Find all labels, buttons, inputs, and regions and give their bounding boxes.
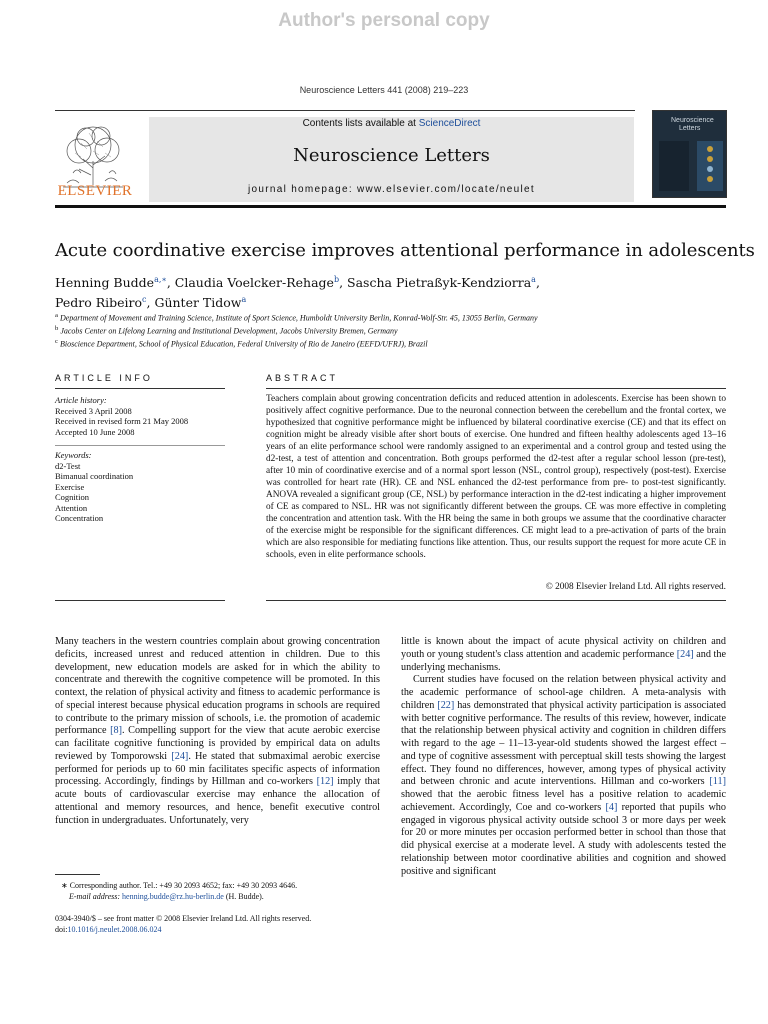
journal-cover-image xyxy=(652,110,727,198)
keyword: Exercise xyxy=(55,481,85,492)
contents-line xyxy=(149,118,634,129)
article-info-heading: ARTICLE INFO xyxy=(55,373,153,383)
email-label: E-mail address: xyxy=(69,892,121,901)
author-affiliation-marker[interactable]: a xyxy=(241,295,247,305)
footnote-contact: ∗ Corresponding author. Tel.: +49 30 2093 4652; fax: +49 30 2093 4646. xyxy=(61,881,298,890)
email-link[interactable]: henning.budde@rz.hu-berlin.de xyxy=(122,892,224,901)
history-item: Received 3 April 2008 xyxy=(55,405,132,416)
cover-graphic xyxy=(653,135,728,197)
abstract-copyright: © 2008 Elsevier Ireland Ltd. All rights reserved. xyxy=(545,582,726,592)
article-info-divider xyxy=(55,445,225,446)
author-affiliation-marker[interactable]: b xyxy=(333,275,340,284)
abstract-rule xyxy=(266,388,726,389)
keyword: d2-Test xyxy=(55,460,81,471)
affiliation: $^c$ Bioscience Department, School of Physical Education, Federal University of Rio de Janeiro (EEFD/UFRJ), Brazil xyxy=(55,338,428,349)
footnote-rule xyxy=(55,874,100,875)
front-matter-line: 0304-3940/$ – see front matter © 2008 Elsevier Ireland Ltd. All rights reserved. xyxy=(55,914,312,923)
cover-title: Neuroscience Letters xyxy=(671,117,714,132)
reference-link[interactable]: [22] xyxy=(437,699,455,711)
keyword: Cognition xyxy=(55,492,90,502)
author-name: Günter Tidow xyxy=(154,295,242,311)
legal-footer: 0304-3940/$ – see front matter © 2008 Elsevier Ireland Ltd. All rights reserved. doi:10.1016/j.neulet.2008.06.024 xyxy=(55,913,385,935)
body-paragraph: Many teachers in the western countries complain about growing concentration deficits, increased unrest and reduced attention in children. Due to this development, new education models are asked for in which the ability to concentrate and therewith the cognitive competence will be promoted. In this context, the relation of physical activity and fitness to academic performance is of special interest because physical education programs in schools are required to contribute to the primary mission of schools, i.e. the promotion of academic performance [8]. Compelling support for the view that acute aerobic exercise can facilitate cognitive functioning is provided by empirical data on adults reviewed by Tomporowski [24]. He stated that submaximal aerobic exercise performed for periods up to 60 min facilitates specific aspects of information processing. Accordingly, findings by Hillman and co-workers [12] imply that acute bouts of cardiovascular exercise may enhance the allocation of attentional and memory resources, and hence, benefit executive control function in undergraduates. Unfortunately, very xyxy=(55,636,380,826)
reference-link[interactable]: [12] xyxy=(316,776,334,788)
doi-link[interactable]: 10.1016/j.neulet.2008.06.024 xyxy=(67,925,162,934)
author-affiliation-marker[interactable]: c xyxy=(142,295,147,305)
keyword: Attention xyxy=(55,502,88,513)
author-name: Henning Budde xyxy=(55,275,155,291)
sciencedirect-link[interactable]: ScienceDirect xyxy=(418,118,481,129)
author-affiliation-marker[interactable]: a xyxy=(531,275,536,284)
abstract-text: Teachers complain about growing concentration deficits and reduced attention in adolescents. Exercise has been shown to positively affect cognitive performance. Due to the neuronal connection between the cerebellum and the frontal cortex, we hypothesized that cognitive performance might be influenced by bilateral coordinative exercise (CE) and that its effect on cognition might be already visible after short bouts of exercise. One hundred and fifteen healthy adolescents aged 13–16 years of an elite performance school were randomly assigned to an experimental and a control group and tested using the d2-test, a test of attention and concentration. Both groups performed the d2-test after a regular school lesson (pre-test), after 10 min of coordinative exercise and of a normal sport lesson (NSL, control group), respectively (post-test). Exercise was controlled for heart rate (HR). CE and NSL enhanced the d2-test performance from pre- to post-test significantly. ANOVA revealed a significant group (CE, NSL) by performance interaction in the d2-test indicating a higher improvement of CE as compared to NSL. HR was not significantly different between the groups. CE was more effective in completing the concentration and attention task. With the HR being the same in both groups we assume that the coordinative character of the exercise might be responsible for the significant differences. CE might lead to a pre-activation of parts of the brain which are also responsible for mediating functions like attention. Thus, our results support the request for more acute CE in schools, even in elite performance schools. xyxy=(266,394,726,560)
affiliation: $^a$ Department of Movement and Training Science, Institute of Sport Science, Humboldt University Berlin, Konrad-Wolf-Str. 45, 13055 Berlin, Germany xyxy=(55,312,538,323)
article-info-bottom-rule xyxy=(55,600,225,601)
contents-prefix: Contents lists available at xyxy=(302,118,419,129)
reference-link[interactable]: [24] xyxy=(676,648,694,660)
header-thick-rule xyxy=(55,205,726,208)
header-rule xyxy=(55,110,635,111)
history-label: Article history: xyxy=(55,395,107,405)
reference-link[interactable]: [4] xyxy=(605,801,618,813)
author-list: Henning Budde$^{a,∗}$, Claudia Voelcker-Rehage$^b$, Sascha Pietraßyk-Kendziorra$^a$, Pedro Ribeiro$^c$, Günter Tidow$^a$ xyxy=(55,275,540,311)
author-name: Pedro Ribeiro xyxy=(55,295,143,311)
history-item: Accepted 10 June 2008 xyxy=(55,426,135,437)
keywords-label: Keywords: xyxy=(55,450,92,460)
reference-link[interactable]: [24] xyxy=(171,750,189,762)
history-item: Received in revised form 21 May 2008 xyxy=(55,416,189,426)
author-affiliation-marker[interactable]: a,∗ xyxy=(154,275,167,284)
keyword: Concentration xyxy=(55,513,104,523)
corresponding-author-footnote: ∗ Corresponding author. Tel.: +49 30 2093 4652; fax: +49 30 2093 4646. E-mail address: henning.budde@rz.hu-berlin.de (H. Budde). xyxy=(55,880,385,902)
article-history xyxy=(55,395,225,437)
body-column-right xyxy=(401,636,726,878)
reference-link[interactable]: [8] xyxy=(110,725,122,737)
abstract-heading: ABSTRACT xyxy=(266,373,339,383)
journal-citation: Neuroscience Letters 441 (2008) 219–223 xyxy=(299,85,469,95)
abstract-bottom-rule xyxy=(266,600,726,601)
journal-homepage[interactable]: journal homepage: www.elsevier.com/locate/neulet xyxy=(248,184,535,195)
reference-link[interactable]: [11] xyxy=(709,776,726,788)
affiliations xyxy=(55,311,735,350)
body-paragraph: little is known about the impact of acute physical activity on children and youth or young student's class attention and academic performance [24] and the underlying mechanisms. xyxy=(401,636,727,673)
author-name: Sascha Pietraßyk-Kendziorra xyxy=(347,275,532,291)
keywords xyxy=(55,450,225,524)
article-title: Acute coordinative exercise improves attentional performance in adolescents xyxy=(55,240,755,261)
keyword: Bimanual coordination xyxy=(55,471,134,481)
watermark: Author's personal copy xyxy=(278,10,490,31)
elsevier-wordmark: ELSEVIER xyxy=(57,183,133,199)
body-column-left xyxy=(55,636,380,827)
article-info-rule xyxy=(55,388,225,389)
affiliation: $^b$ Jacobs Center on Lifelong Learning and Institutional Development, Jacobs University Bremen, Germany xyxy=(55,325,398,336)
author-name: Claudia Voelcker-Rehage xyxy=(174,275,334,291)
journal-title: Neuroscience Letters xyxy=(293,145,490,166)
body-paragraph: Current studies have focused on the relation between physical activity and the academic performance of school-age children. A meta-analysis with children [22] has demonstrated that physical activity participation is associated with better cognitive performance. The results of this review, however, indicate that the relationship between physical activity and cognition in children differs with regard to the age – 11–13-year-old students showed the largest effect – and type of cognitive assessment with perceptual skill tests showing the largest effect. They found no differences, however, among types of physical activity and between chronic and acute interventions. Hillman and co-workers [11] showed that the aerobic fitness level has a positive relation to academic achievement. Accordingly, Coe and co-workers [4] reported that pupils who engaged in vigorous physical activity outside school 3 or more days per week for 20 or more minutes per occasion performed better in school than those that did physical exercise at a moderate level. A study with adolescents tested the relationship between motor coordinative abilities and cognition and showed positive and significant xyxy=(401,674,726,877)
